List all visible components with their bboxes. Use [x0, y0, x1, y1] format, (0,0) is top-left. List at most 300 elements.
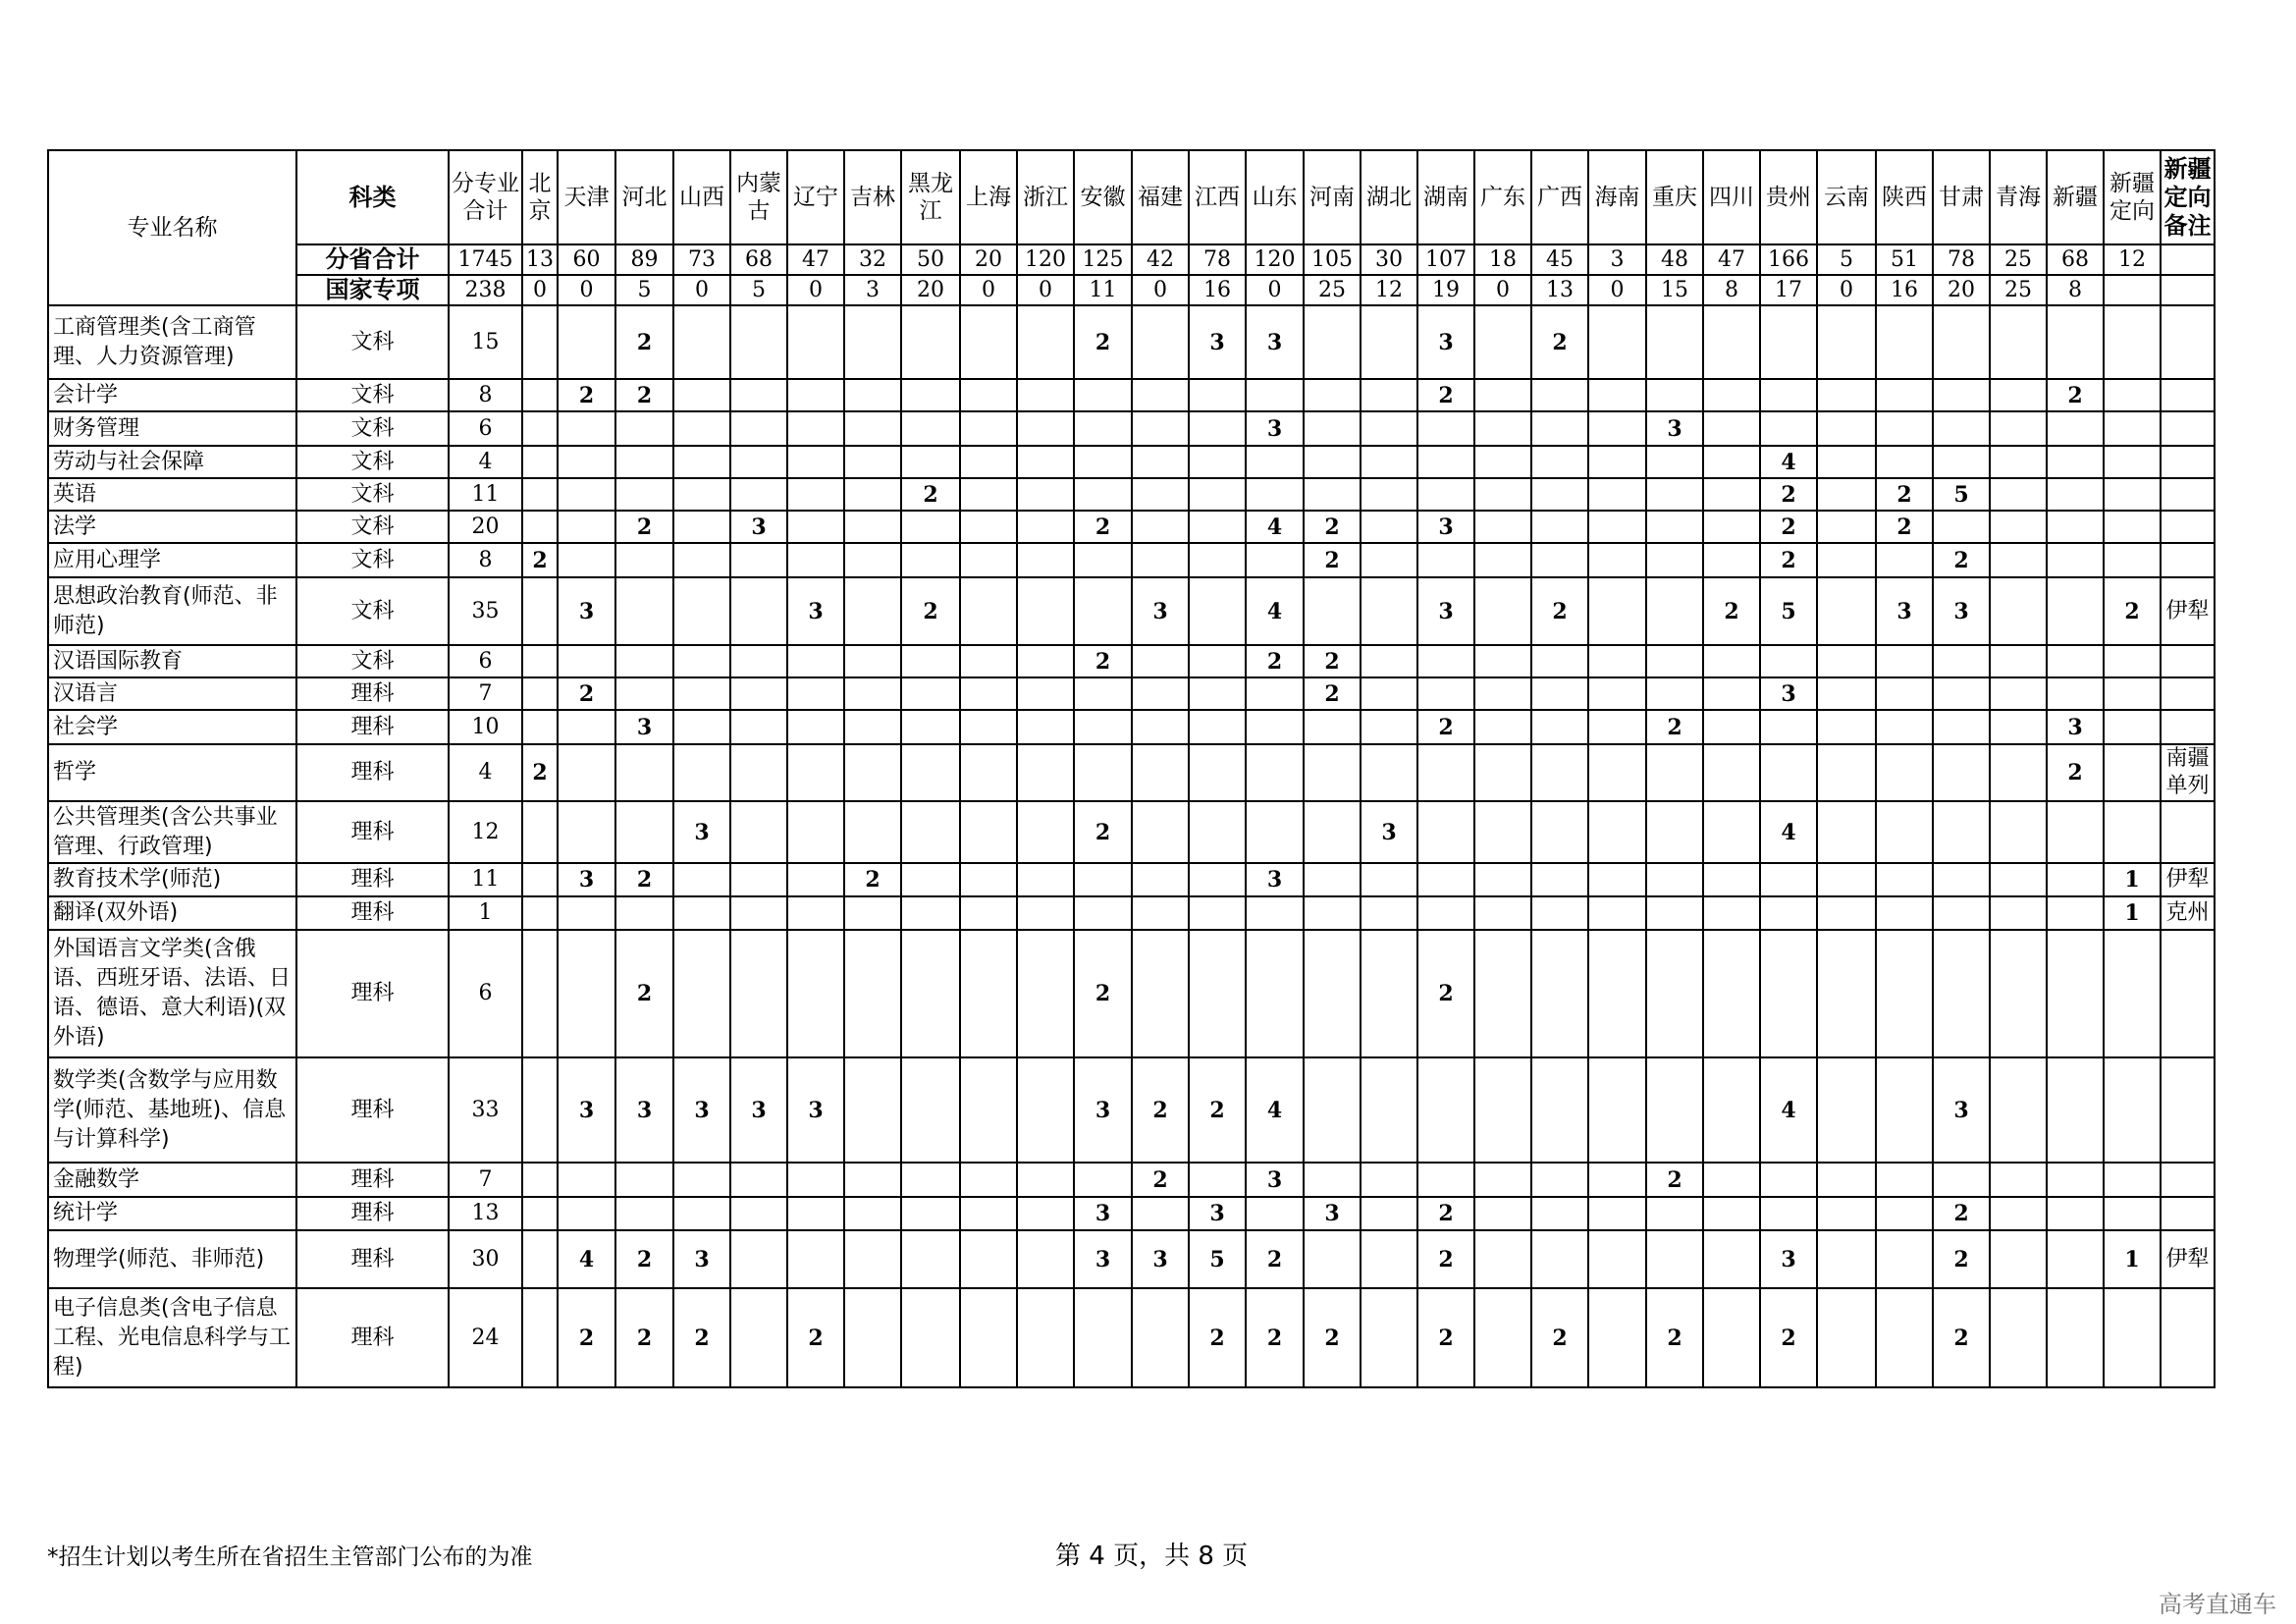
province-quota-cell: [1990, 710, 2047, 744]
major-total: 7: [449, 1163, 522, 1197]
province-quota-cell: 3: [1304, 1197, 1361, 1230]
province-quota-cell: [730, 478, 787, 511]
province-total-cell: 18: [1474, 244, 1531, 275]
province-quota-cell: [1990, 1057, 2047, 1163]
province-quota-cell: [844, 1197, 901, 1230]
province-quota-cell: [1990, 801, 2047, 863]
province-total-cell: 73: [673, 244, 730, 275]
province-quota-cell: 3: [615, 710, 673, 744]
province-quota-cell: [1417, 863, 1474, 896]
province-quota-cell: 2: [1417, 1230, 1474, 1288]
province-quota-cell: [1990, 446, 2047, 478]
province-quota-cell: [1189, 543, 1246, 577]
major-name: 工商管理类(含工商管理、人力资源管理): [48, 305, 296, 379]
major-note: 南疆单列: [2161, 744, 2215, 801]
national-special-cell: 20: [1933, 275, 1990, 305]
province-total-cell: 47: [787, 244, 844, 275]
national-special-cell: 13: [1531, 275, 1588, 305]
province-quota-cell: [522, 511, 558, 543]
province-total-cell: 32: [844, 244, 901, 275]
province-quota-cell: [1017, 511, 1074, 543]
province-quota-cell: [673, 930, 730, 1057]
province-quota-cell: [1361, 930, 1417, 1057]
national-special-cell: 5: [615, 275, 673, 305]
table-row: [48, 1230, 2292, 1288]
major-name: 哲学: [48, 744, 296, 801]
province-quota-cell: [1817, 543, 1876, 577]
province-quota-cell: [1876, 801, 1933, 863]
province-quota-cell: [1417, 645, 1474, 677]
major-total: 1: [449, 896, 522, 930]
province-quota-cell: [1646, 677, 1703, 710]
province-quota-cell: [1646, 896, 1703, 930]
province-quota-cell: [1703, 930, 1760, 1057]
province-quota-cell: 3: [1417, 577, 1474, 645]
major-total: 6: [449, 645, 522, 677]
province-quota-cell: 2: [1304, 511, 1361, 543]
province-quota-cell: [730, 1197, 787, 1230]
province-quota-cell: 4: [1246, 1057, 1304, 1163]
table-row: [48, 577, 2292, 645]
province-quota-cell: [1361, 379, 1417, 411]
province-total-cell: 120: [1246, 244, 1304, 275]
province-quota-cell: [1817, 1163, 1876, 1197]
table-row: [48, 1288, 2292, 1387]
province-quota-cell: 2: [1304, 1288, 1361, 1387]
province-quota-cell: [730, 677, 787, 710]
province-quota-cell: 1: [2104, 1230, 2161, 1288]
national-special-cell: 17: [1760, 275, 1817, 305]
header-province: 河南: [1304, 150, 1361, 244]
province-quota-cell: [1189, 677, 1246, 710]
province-quota-cell: [730, 379, 787, 411]
province-quota-cell: [1417, 896, 1474, 930]
province-quota-cell: 2: [1189, 1057, 1246, 1163]
province-quota-cell: [522, 896, 558, 930]
province-quota-cell: [1304, 801, 1361, 863]
province-quota-cell: [1990, 645, 2047, 677]
province-quota-cell: 2: [673, 1288, 730, 1387]
province-quota-cell: [1189, 577, 1246, 645]
province-quota-cell: [1760, 645, 1817, 677]
province-quota-cell: 2: [1531, 305, 1588, 379]
province-quota-cell: 2: [1074, 511, 1132, 543]
province-quota-cell: [673, 863, 730, 896]
province-quota-cell: [1246, 710, 1304, 744]
province-quota-cell: [522, 801, 558, 863]
province-quota-cell: [1246, 1197, 1304, 1230]
province-quota-cell: [558, 1197, 615, 1230]
major-note: 伊犁: [2161, 577, 2215, 645]
province-quota-cell: [2047, 863, 2104, 896]
province-quota-cell: [615, 677, 673, 710]
province-quota-cell: 2: [1417, 710, 1474, 744]
province-quota-cell: [1760, 710, 1817, 744]
province-quota-cell: [1876, 379, 1933, 411]
national-special-cell: 8: [2047, 275, 2104, 305]
province-quota-cell: [1646, 446, 1703, 478]
province-quota-cell: 2: [844, 863, 901, 896]
province-quota-cell: 3: [1074, 1230, 1132, 1288]
province-quota-cell: [522, 930, 558, 1057]
province-quota-cell: [1876, 710, 1933, 744]
major-note: [2161, 801, 2215, 863]
province-quota-cell: [1588, 446, 1646, 478]
province-quota-cell: 2: [1876, 478, 1933, 511]
province-quota-cell: 3: [615, 1057, 673, 1163]
province-quota-cell: [1933, 379, 1990, 411]
province-quota-cell: [1074, 1288, 1132, 1387]
province-quota-cell: [2047, 1163, 2104, 1197]
province-quota-cell: [844, 710, 901, 744]
province-quota-cell: [1588, 1288, 1646, 1387]
province-quota-cell: [615, 645, 673, 677]
province-quota-cell: [673, 896, 730, 930]
province-quota-cell: [1017, 645, 1074, 677]
national-special-cell: 0: [1017, 275, 1074, 305]
province-quota-cell: [1646, 577, 1703, 645]
province-quota-cell: [960, 478, 1017, 511]
header-province: 陕西: [1876, 150, 1933, 244]
province-quota-cell: [1074, 1163, 1132, 1197]
table-row: [48, 863, 2292, 896]
province-quota-cell: 3: [1876, 577, 1933, 645]
major-name: 翻译(双外语): [48, 896, 296, 930]
province-quota-cell: 3: [1246, 863, 1304, 896]
province-quota-cell: [2104, 930, 2161, 1057]
province-quota-cell: [1588, 305, 1646, 379]
province-quota-cell: [1417, 446, 1474, 478]
major-note: [2161, 411, 2215, 446]
province-quota-cell: [1074, 677, 1132, 710]
province-quota-cell: [1361, 744, 1417, 801]
national-special-cell: 0: [1474, 275, 1531, 305]
national-special-cell: 16: [1189, 275, 1246, 305]
province-quota-cell: [673, 305, 730, 379]
province-quota-cell: 3: [1074, 1197, 1132, 1230]
province-quota-cell: [1703, 801, 1760, 863]
province-quota-cell: 2: [901, 577, 960, 645]
province-quota-cell: [787, 863, 844, 896]
province-quota-cell: [844, 511, 901, 543]
province-quota-cell: [1361, 411, 1417, 446]
province-quota-cell: [522, 379, 558, 411]
province-quota-cell: [901, 1230, 960, 1288]
province-quota-cell: [1703, 744, 1760, 801]
major-category: 文科: [296, 543, 449, 577]
major-category: 理科: [296, 1057, 449, 1163]
province-quota-cell: [2047, 1288, 2104, 1387]
province-quota-cell: 2: [1646, 1288, 1703, 1387]
province-quota-cell: [1646, 1230, 1703, 1288]
province-quota-cell: [1361, 645, 1417, 677]
province-quota-cell: [1531, 710, 1588, 744]
province-quota-cell: 1: [2104, 863, 2161, 896]
province-quota-cell: [1933, 305, 1990, 379]
province-quota-cell: [1132, 411, 1189, 446]
province-quota-cell: [522, 446, 558, 478]
province-quota-cell: 3: [1646, 411, 1703, 446]
province-quota-cell: 3: [673, 801, 730, 863]
table-row: [48, 744, 2292, 801]
province-quota-cell: [1703, 1197, 1760, 1230]
province-quota-cell: [1703, 863, 1760, 896]
national-special-cell: 25: [1990, 275, 2047, 305]
province-quota-cell: [1817, 411, 1876, 446]
province-quota-cell: [1304, 1230, 1361, 1288]
province-quota-cell: [2104, 1197, 2161, 1230]
province-quota-cell: 3: [1246, 305, 1304, 379]
header-province: 湖南: [1417, 150, 1474, 244]
province-quota-cell: [673, 1163, 730, 1197]
province-quota-cell: 2: [615, 930, 673, 1057]
province-quota-cell: [1304, 411, 1361, 446]
province-total-cell: 47: [1703, 244, 1760, 275]
province-total-cell: 45: [1531, 244, 1588, 275]
header-province: 新疆定向: [2104, 150, 2161, 244]
province-quota-cell: [1017, 744, 1074, 801]
province-quota-cell: [787, 1163, 844, 1197]
province-quota-cell: 3: [787, 577, 844, 645]
province-quota-cell: 3: [730, 1057, 787, 1163]
header-province: 甘肃: [1933, 150, 1990, 244]
major-name: 汉语言: [48, 677, 296, 710]
province-quota-cell: [1304, 577, 1361, 645]
province-quota-cell: [1474, 1288, 1531, 1387]
province-quota-cell: [2104, 710, 2161, 744]
province-quota-cell: [615, 744, 673, 801]
province-total-cell: 68: [2047, 244, 2104, 275]
province-quota-cell: [1646, 930, 1703, 1057]
province-quota-cell: [730, 305, 787, 379]
watermark: 高考直通车: [2159, 1591, 2276, 1618]
province-quota-cell: [2104, 645, 2161, 677]
national-special-cell: 19: [1417, 275, 1474, 305]
province-quota-cell: [1760, 411, 1817, 446]
province-quota-cell: [1132, 511, 1189, 543]
province-quota-cell: [1990, 896, 2047, 930]
province-quota-cell: [558, 543, 615, 577]
province-quota-cell: [1132, 710, 1189, 744]
header-province: 吉林: [844, 150, 901, 244]
province-quota-cell: [901, 1057, 960, 1163]
province-quota-cell: [1304, 1163, 1361, 1197]
province-quota-cell: [1474, 446, 1531, 478]
province-quota-cell: [1588, 1230, 1646, 1288]
province-quota-cell: [1074, 577, 1132, 645]
province-quota-cell: [1588, 379, 1646, 411]
header-province: 新疆: [2047, 150, 2104, 244]
major-name: 劳动与社会保障: [48, 446, 296, 478]
province-quota-cell: [1760, 379, 1817, 411]
province-quota-cell: [1246, 446, 1304, 478]
province-quota-cell: [1417, 1163, 1474, 1197]
major-category: 文科: [296, 511, 449, 543]
province-quota-cell: [2047, 677, 2104, 710]
province-quota-cell: [673, 645, 730, 677]
major-total: 15: [449, 305, 522, 379]
province-quota-cell: [1189, 710, 1246, 744]
province-quota-cell: 2: [1531, 577, 1588, 645]
province-quota-cell: [1531, 1230, 1588, 1288]
province-quota-cell: [1646, 744, 1703, 801]
major-total: 12: [449, 801, 522, 863]
header-province: 贵州: [1760, 150, 1817, 244]
province-quota-cell: [673, 543, 730, 577]
province-quota-cell: [1876, 896, 1933, 930]
province-quota-cell: [960, 446, 1017, 478]
province-quota-cell: [1876, 1288, 1933, 1387]
province-quota-cell: [673, 744, 730, 801]
province-quota-cell: [1817, 801, 1876, 863]
province-quota-cell: [1304, 446, 1361, 478]
major-note: [2161, 1163, 2215, 1197]
major-category: 理科: [296, 930, 449, 1057]
province-quota-cell: [1132, 543, 1189, 577]
national-special-cell: 0: [1132, 275, 1189, 305]
province-quota-cell: [1189, 511, 1246, 543]
province-quota-cell: [1474, 863, 1531, 896]
national-special-sum: 238: [449, 275, 522, 305]
province-quota-cell: [730, 645, 787, 677]
major-note: [2161, 305, 2215, 379]
province-quota-cell: [1531, 896, 1588, 930]
header-province: 内蒙古: [730, 150, 787, 244]
header-province: 山西: [673, 150, 730, 244]
province-quota-cell: [1531, 801, 1588, 863]
province-quota-cell: [730, 577, 787, 645]
province-quota-cell: [1189, 411, 1246, 446]
province-quota-cell: [960, 411, 1017, 446]
province-quota-cell: [1703, 896, 1760, 930]
province-total-cell: 48: [1646, 244, 1703, 275]
major-category: 理科: [296, 1230, 449, 1288]
province-quota-cell: [1417, 744, 1474, 801]
province-quota-cell: [673, 446, 730, 478]
header-province: 青海: [1990, 150, 2047, 244]
province-quota-cell: [1361, 896, 1417, 930]
province-quota-cell: [1817, 1288, 1876, 1387]
province-quota-cell: [787, 930, 844, 1057]
province-quota-cell: [1017, 543, 1074, 577]
province-quota-cell: 2: [1933, 1230, 1990, 1288]
province-quota-cell: [1474, 543, 1531, 577]
province-quota-cell: [960, 305, 1017, 379]
province-quota-cell: [2104, 1288, 2161, 1387]
province-quota-cell: 2: [1132, 1163, 1189, 1197]
province-quota-cell: 2: [522, 543, 558, 577]
province-quota-cell: [1017, 801, 1074, 863]
province-quota-cell: [615, 543, 673, 577]
province-quota-cell: [1361, 1197, 1417, 1230]
province-quota-cell: 2: [1646, 710, 1703, 744]
province-quota-cell: [1304, 305, 1361, 379]
province-quota-cell: [960, 577, 1017, 645]
province-quota-cell: 2: [1074, 930, 1132, 1057]
province-quota-cell: 3: [730, 511, 787, 543]
province-total-cell: 120: [1017, 244, 1074, 275]
province-quota-cell: [1703, 1163, 1760, 1197]
table-row: [48, 411, 2292, 446]
province-quota-cell: [960, 645, 1017, 677]
province-quota-cell: [1933, 677, 1990, 710]
header-province: 广西: [1531, 150, 1588, 244]
major-total: 4: [449, 744, 522, 801]
province-quota-cell: [730, 863, 787, 896]
major-category: 理科: [296, 744, 449, 801]
national-special-note-cell: [2161, 275, 2215, 305]
province-quota-cell: 3: [558, 577, 615, 645]
province-quota-cell: [1361, 577, 1417, 645]
province-quota-cell: 2: [1760, 478, 1817, 511]
province-quota-cell: 2: [1246, 1288, 1304, 1387]
province-quota-cell: [615, 1163, 673, 1197]
major-total: 11: [449, 478, 522, 511]
province-quota-cell: [1304, 379, 1361, 411]
national-special-cell: 0: [1588, 275, 1646, 305]
province-quota-cell: [1703, 1230, 1760, 1288]
province-quota-cell: [1876, 1197, 1933, 1230]
table-row: [48, 801, 2292, 863]
province-quota-cell: 2: [558, 379, 615, 411]
major-category: 文科: [296, 478, 449, 511]
major-note: [2161, 511, 2215, 543]
province-total-cell: 78: [1189, 244, 1246, 275]
province-quota-cell: 4: [1760, 446, 1817, 478]
major-note: 伊犁: [2161, 863, 2215, 896]
province-quota-cell: [1817, 511, 1876, 543]
major-name: 物理学(师范、非师范): [48, 1230, 296, 1288]
province-quota-cell: [1474, 577, 1531, 645]
province-quota-cell: [787, 1197, 844, 1230]
province-quota-cell: [1588, 744, 1646, 801]
province-quota-cell: 2: [615, 305, 673, 379]
major-note: [2161, 710, 2215, 744]
province-quota-cell: [1474, 1163, 1531, 1197]
province-quota-cell: [1132, 478, 1189, 511]
national-special-cell: 15: [1646, 275, 1703, 305]
table-row: [48, 305, 2292, 379]
province-quota-cell: 3: [1246, 1163, 1304, 1197]
major-total: 10: [449, 710, 522, 744]
province-quota-cell: 2: [558, 1288, 615, 1387]
province-quota-cell: [960, 863, 1017, 896]
major-name: 思想政治教育(师范、非师范): [48, 577, 296, 645]
province-quota-cell: [1074, 446, 1132, 478]
province-quota-cell: [1703, 710, 1760, 744]
province-quota-cell: [1132, 305, 1189, 379]
province-quota-cell: [1017, 478, 1074, 511]
header-province: 湖北: [1361, 150, 1417, 244]
province-quota-cell: [1417, 801, 1474, 863]
province-quota-cell: [901, 710, 960, 744]
province-quota-cell: 3: [673, 1230, 730, 1288]
province-total-label: 分省合计: [296, 244, 449, 275]
major-category: 文科: [296, 411, 449, 446]
national-special-cell: 16: [1876, 275, 1933, 305]
header-major-name: 专业名称: [48, 150, 296, 305]
province-quota-cell: [787, 511, 844, 543]
province-quota-cell: [1990, 1163, 2047, 1197]
table-row: [48, 511, 2292, 543]
province-quota-cell: [2104, 677, 2161, 710]
province-quota-cell: [1074, 411, 1132, 446]
province-quota-cell: [1017, 577, 1074, 645]
province-quota-cell: [787, 543, 844, 577]
province-quota-cell: [2104, 511, 2161, 543]
table-row: [48, 379, 2292, 411]
major-category: 理科: [296, 896, 449, 930]
